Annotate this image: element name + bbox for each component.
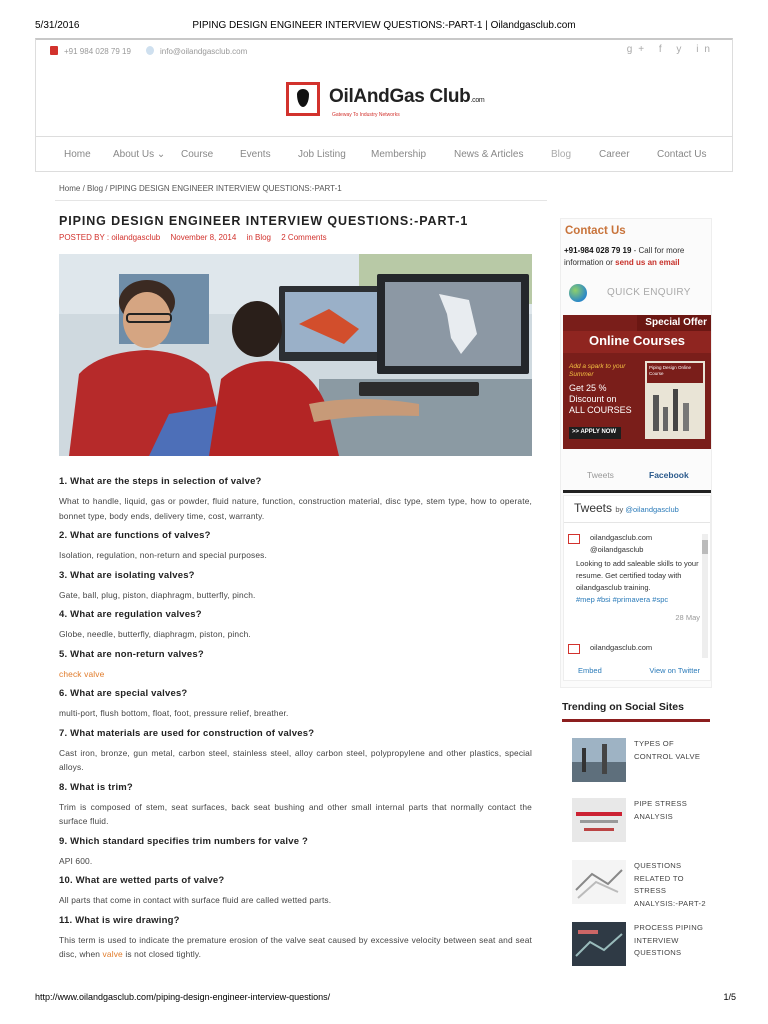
email-us-link[interactable]: send us an email: [615, 258, 680, 267]
globe-icon: [569, 284, 587, 302]
print-url: http://www.oilandgasclub.com/piping-design-engineer-interview-questions/: [35, 992, 331, 1002]
promo-discount: Discount on: [569, 394, 617, 404]
question-6: 6. What are special valves?: [59, 688, 188, 699]
post-meta: [59, 233, 535, 242]
trending-item[interactable]: [572, 922, 708, 972]
nav-contact-us[interactable]: Contact Us: [657, 149, 707, 160]
top-bar: [35, 38, 733, 62]
main-nav: [35, 136, 733, 172]
quick-enquiry-label: QUICK ENQUIRY: [607, 287, 691, 298]
tweet-author[interactable]: oilandgasclub.com: [590, 533, 653, 542]
quick-enquiry-button[interactable]: [565, 281, 711, 305]
answer-2: Isolation, regulation, non-return and special purposes.: [59, 550, 267, 560]
question-10: 10. What are wetted parts of valve?: [59, 875, 225, 886]
trending-item[interactable]: [572, 738, 708, 788]
embed-link[interactable]: Embed: [578, 666, 602, 675]
breadcrumb[interactable]: Home / Blog / PIPING DESIGN ENGINEER INTERVIEW QUESTIONS:-PART-1: [59, 184, 342, 193]
tweet-text: Looking to add saleable skills to your resume. Get certified today with oilandgasclub training.: [576, 559, 699, 592]
twitter-handle-link[interactable]: @oilandgasclub: [625, 505, 679, 514]
social-tabs: [563, 456, 711, 493]
tweet-author[interactable]: oilandgasclub.com: [590, 643, 653, 652]
print-header: [0, 0, 768, 36]
trending-item[interactable]: [572, 860, 708, 910]
phone-icon: [50, 46, 58, 55]
trending-label[interactable]: PIPE STRESS ANALYSIS: [634, 799, 688, 821]
answer-5: [59, 667, 532, 682]
nav-membership[interactable]: Membership: [371, 149, 427, 160]
tweet-2: [568, 642, 700, 654]
question-2: 2. What are functions of valves?: [59, 530, 211, 541]
divider: [55, 200, 547, 201]
answer-4: Globe, needle, butterfly, diaphragm, piston, pinch.: [59, 629, 251, 639]
promo-get: Get 25 %: [569, 383, 607, 393]
check-valve-link[interactable]: check valve: [59, 668, 105, 679]
promo-special: Special Offer: [645, 317, 707, 328]
question-4: 4. What are regulation valves?: [59, 609, 202, 620]
promo-title: Online Courses: [588, 333, 686, 348]
online-courses-banner[interactable]: [563, 315, 711, 449]
print-title: PIPING DESIGN ENGINEER INTERVIEW QUESTIONS:-PART-1 | Oilandgasclub.com: [192, 20, 576, 31]
tweet-1: [568, 532, 700, 624]
answer-10: All parts that come in contact with surface fluid are called wetted parts.: [59, 895, 332, 905]
trending-thumbnail[interactable]: [572, 922, 626, 966]
question-11: 11. What is wire drawing?: [59, 914, 180, 926]
phone-number: +91 984 028 79 19: [64, 47, 131, 56]
contact-phone[interactable]: +91-984 028 79 19: [564, 246, 632, 255]
nav-job-listing[interactable]: Job Listing: [298, 149, 346, 160]
answer-1: What to handle, liquid, gas or powder, fluid nature, function, construction material, disc type, stem type, how to operate, bonnet type, body ends, delivery time, cost, warranty.: [59, 496, 532, 521]
nav-home[interactable]: Home: [64, 149, 91, 160]
trending-label[interactable]: QUESTIONS RELATED TO STRESS ANALYSIS:-PART-2: [634, 861, 706, 908]
phone-contact[interactable]: [50, 46, 131, 56]
hero-image: [59, 254, 532, 456]
question-9: 9. Which standard specifies trim numbers for valve ?: [59, 835, 309, 847]
nav-about-us[interactable]: About Us ⌄: [113, 149, 166, 160]
email-icon: [146, 46, 154, 55]
question-3: 3. What are isolating valves?: [59, 569, 195, 581]
logo-tagline: Gateway To Industry Networks: [332, 112, 400, 118]
print-page: 1/5: [723, 992, 736, 1002]
avatar[interactable]: [568, 644, 580, 654]
question-7: 7. What materials are used for construction of valves?: [59, 727, 315, 739]
promo-all-courses: ALL COURSES: [569, 405, 632, 415]
post-author[interactable]: POSTED BY : oilandgasclub: [59, 233, 161, 242]
email-address: info@oilandgasclub.com: [160, 47, 248, 56]
answer-7: Cast iron, bronze, gun metal, carbon steel, stainless steel, alloy carbon steel, polypropylene and other plastics, special alloys.: [59, 747, 532, 772]
trending-item[interactable]: [572, 798, 708, 848]
question-8: 8. What is trim?: [59, 781, 133, 793]
email-contact[interactable]: [146, 46, 247, 56]
engineers-photo: [59, 254, 532, 456]
nav-career[interactable]: Career: [599, 149, 630, 160]
nav-blog[interactable]: Blog: [551, 149, 572, 160]
scrollbar-thumb[interactable]: [702, 540, 708, 554]
post-title: PIPING DESIGN ENGINEER INTERVIEW QUESTIONS:-PART-1: [59, 214, 469, 228]
promo-spark: Add a spark to your Summer: [569, 363, 626, 378]
trending-title: Trending on Social Sites: [562, 701, 684, 713]
contact-title: Contact Us: [565, 225, 626, 237]
post-date[interactable]: November 8, 2014: [170, 233, 237, 242]
apply-now-button[interactable]: >> APPLY NOW: [572, 429, 617, 435]
contact-widget: [560, 218, 712, 688]
tab-facebook[interactable]: Facebook: [649, 470, 689, 480]
avatar[interactable]: [568, 534, 580, 544]
social-icons[interactable]: g+ f y in: [626, 44, 716, 55]
trending-label[interactable]: TYPES OF CONTROL VALVE: [634, 739, 701, 761]
answer-8: Trim is composed of stem, seat surfaces, back seat bushing and other small internal parts that normally contact the surface fluid.: [59, 801, 532, 826]
answer-3: Gate, ball, plug, piston, diaphragm, butterfly, pinch.: [59, 589, 256, 600]
tweets-title: Tweets by @oilandgasclub: [574, 501, 679, 515]
trending-thumbnail[interactable]: [572, 860, 626, 904]
nav-news-articles[interactable]: News & Articles: [454, 149, 524, 160]
answer-6: multi-port, flush bottom, float, foot, pressure relief, breather.: [59, 708, 289, 718]
promo-book-label: Piping Design Online Course: [649, 365, 692, 376]
contact-text: +91-984 028 79 19 - Call for more information or send us an email: [564, 246, 685, 267]
website: [35, 38, 733, 988]
nav-course[interactable]: Course: [181, 149, 214, 160]
nav-events[interactable]: Events: [240, 149, 271, 160]
post-category[interactable]: in Blog: [246, 233, 272, 242]
tweet-tags[interactable]: #mep #bsi #primavera #spc: [576, 595, 669, 604]
tab-tweets[interactable]: Tweets: [587, 470, 614, 480]
answer-11: This term is used to indicate the premature erosion of the valve seat caused by excessive velocity between seat and seat disc, when valve is not closed tightly.: [59, 934, 532, 959]
trending-thumbnail[interactable]: [572, 798, 626, 842]
question-5: 5. What are non-return valves?: [59, 648, 204, 660]
divider: [562, 719, 710, 722]
print-date: 5/31/2016: [35, 20, 80, 31]
trending-thumbnail[interactable]: [572, 738, 626, 782]
divider: [564, 522, 710, 523]
oil-drop-icon: [297, 89, 309, 107]
valve-link[interactable]: valve: [102, 949, 123, 959]
article: [59, 214, 535, 959]
trending-label[interactable]: PROCESS PIPING INTERVIEW QUESTIONS: [634, 923, 704, 957]
question-1: 1. What are the steps in selection of valve?: [59, 476, 262, 487]
post-comments[interactable]: 2 Comments: [281, 233, 327, 242]
logo-icon[interactable]: [286, 82, 320, 116]
twitter-widget: [563, 495, 711, 681]
tweet-date[interactable]: 28 May: [675, 613, 700, 622]
qa-list: [59, 476, 532, 969]
answer-9: API 600.: [59, 855, 93, 866]
view-on-twitter-link[interactable]: View on Twitter: [649, 666, 700, 675]
logo-text[interactable]: OilAndGas Club.com: [329, 86, 485, 107]
tweet-handle[interactable]: @oilandgasclub: [590, 545, 644, 554]
